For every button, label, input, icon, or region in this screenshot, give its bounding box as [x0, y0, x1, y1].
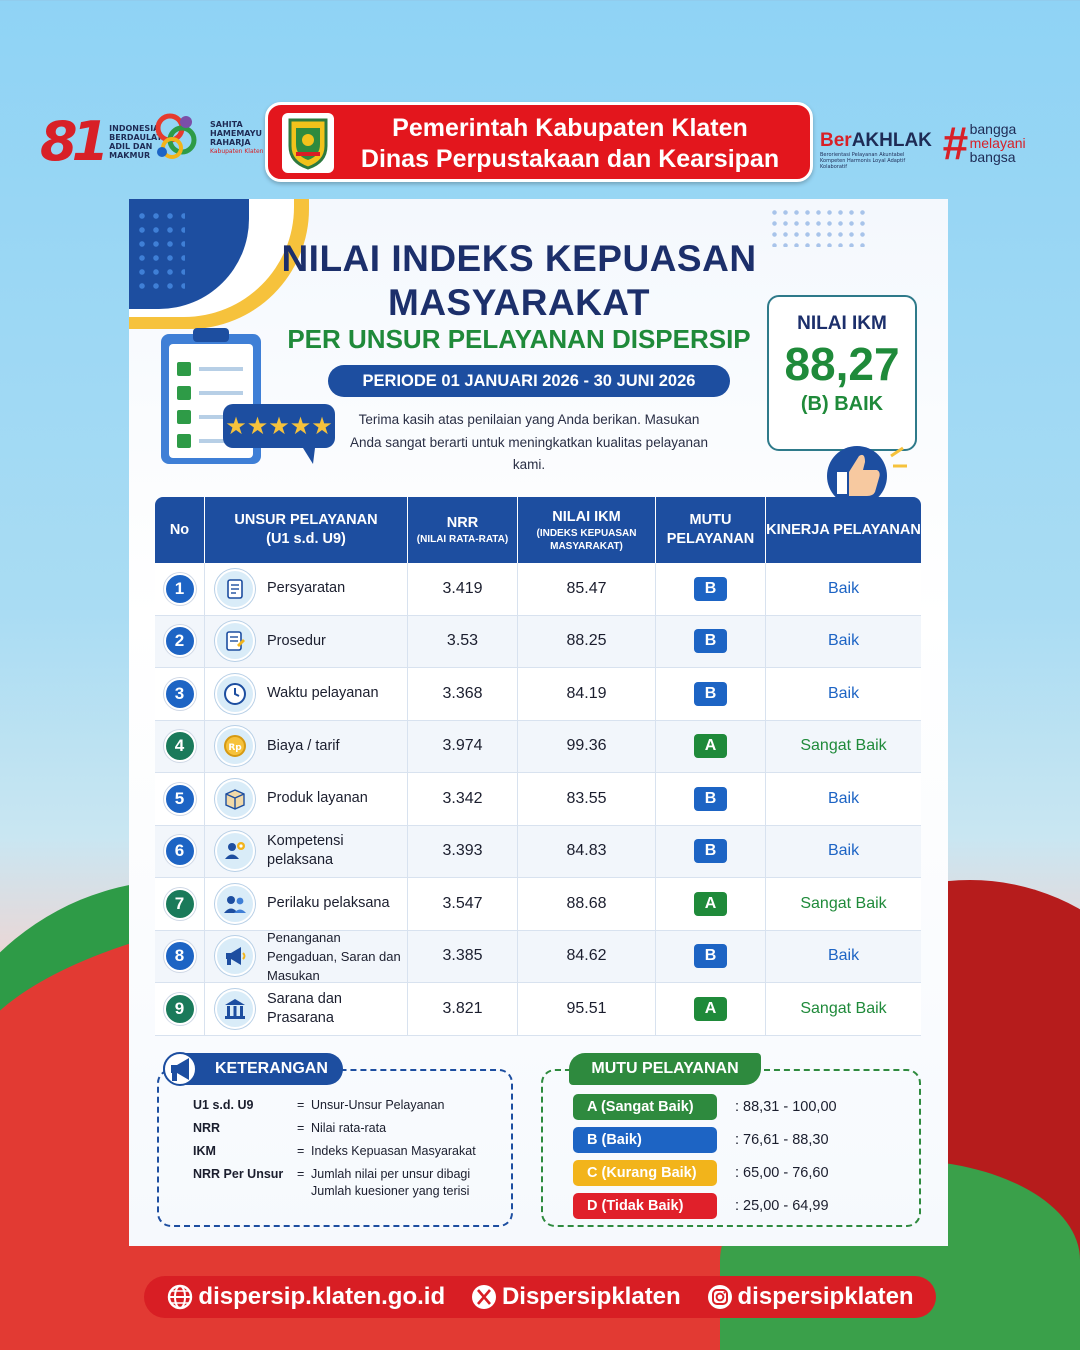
agency-title-box — [265, 102, 813, 182]
keterangan-item — [193, 1097, 511, 1114]
cell-mutu — [656, 826, 766, 878]
keterangan-value: Nilai rata-rata — [311, 1121, 387, 1135]
megaphone-icon — [163, 1052, 207, 1086]
cell-nrr: 3.342 — [408, 773, 518, 825]
cell-kinerja: Baik — [827, 842, 860, 860]
cell-nrr: 3.393 — [408, 826, 518, 878]
keterangan-title: KETERANGAN — [163, 1053, 343, 1085]
equals-sign: = — [297, 1121, 305, 1135]
sahita-sub: Kabupaten Klaten — [210, 148, 264, 155]
cell-mutu — [656, 931, 766, 983]
table-row — [155, 826, 921, 879]
instagram-text: dispersipklaten — [737, 1283, 914, 1310]
agency-title-line2: Dinas Perpustakaan dan Kearsipan — [360, 145, 780, 173]
mutu-label: A (Sangat Baik) — [573, 1094, 717, 1120]
keterangan-item — [193, 1120, 511, 1137]
grade-badge: B — [694, 682, 727, 706]
unsur-name: Perilaku pelaksana — [267, 895, 390, 912]
row-number: 4 — [164, 730, 196, 762]
cell-ikm: 84.19 — [518, 668, 656, 720]
cell-mutu — [656, 668, 766, 720]
cell-kinerja: Baik — [827, 684, 860, 702]
row-number: 5 — [164, 783, 196, 815]
header-kinerja: KINERJA PELAYANAN — [766, 521, 921, 538]
equals-sign: = — [297, 1167, 305, 1181]
table-row — [155, 931, 921, 984]
header-unsur-label: UNSUR PELAYANAN — [234, 512, 378, 528]
row-number: 1 — [164, 573, 196, 605]
instagram-icon — [706, 1283, 734, 1311]
clock-icon — [215, 674, 255, 714]
ikm-score-box — [767, 295, 917, 451]
berakhlak-logo — [820, 130, 932, 170]
website-text: dispersip.klaten.go.id — [198, 1283, 446, 1310]
row-number: 9 — [164, 993, 196, 1025]
agency-title — [340, 113, 800, 175]
keterangan-list — [193, 1097, 511, 1206]
clipboard-rating-icon — [153, 324, 343, 474]
instagram-link[interactable] — [706, 1283, 914, 1311]
header-unsur-sub: (U1 s.d. U9) — [266, 531, 346, 547]
cell-no — [155, 983, 205, 1035]
periode-badge: PERIODE 01 JANUARI 2026 - 30 JUNI 2026 — [328, 365, 730, 397]
building-icon — [215, 989, 255, 1029]
row-number: 2 — [164, 625, 196, 657]
logo-81-text: INDONESIA BERDAULAT ADIL DAN MAKMUR — [109, 123, 163, 160]
cell-ikm: 88.25 — [518, 616, 656, 668]
table-row — [155, 983, 921, 1036]
grade-badge: B — [694, 787, 727, 811]
grade-badge: A — [694, 892, 727, 916]
grade-badge: A — [694, 997, 727, 1021]
bangga-word: melayani — [969, 135, 1026, 151]
mutu-range: : 76,61 - 88,30 — [735, 1132, 829, 1148]
cell-ikm: 85.47 — [518, 563, 656, 615]
cell-ikm: 88.68 — [518, 878, 656, 930]
cell-ikm: 84.83 — [518, 826, 656, 878]
cell-kinerja: Baik — [827, 632, 860, 650]
table-row — [155, 773, 921, 826]
equals-sign: = — [297, 1098, 305, 1112]
decoration-dots — [769, 207, 869, 247]
header-ikm-label: NILAI IKM — [552, 508, 621, 525]
logo-81 — [40, 110, 161, 173]
mutu-label: C (Kurang Baik) — [573, 1160, 717, 1186]
keterangan-key: NRR Per Unsur — [193, 1167, 284, 1181]
mutu-range: : 65,00 - 76,60 — [735, 1165, 829, 1181]
berakhlak-akhlak: AKHLAK — [851, 130, 932, 151]
ikm-category: (B) BAIK — [800, 393, 884, 415]
unsur-name: Waktu pelayanan — [267, 685, 379, 702]
header-no: No — [155, 497, 205, 563]
cell-mutu — [656, 773, 766, 825]
grade-badge: B — [694, 577, 727, 601]
mutu-item — [573, 1193, 837, 1219]
unsur-name: Biaya / tarif — [267, 737, 340, 754]
box-icon — [215, 779, 255, 819]
cell-ikm: 95.51 — [518, 983, 656, 1035]
social-footer — [144, 1276, 936, 1318]
cell-kinerja: Sangat Baik — [800, 999, 887, 1017]
cell-no — [155, 773, 205, 825]
cell-mutu — [656, 563, 766, 615]
cell-unsur — [205, 721, 408, 773]
row-number: 3 — [164, 678, 196, 710]
title-line1: NILAI INDEKS KEPUASAN — [281, 238, 757, 279]
table-header — [155, 497, 921, 563]
header-mutu: MUTU PELAYANAN — [656, 497, 766, 563]
cell-nrr: 3.419 — [408, 563, 518, 615]
keterangan-item — [193, 1166, 511, 1200]
cell-no — [155, 668, 205, 720]
person-gear-icon — [215, 831, 255, 871]
agency-title-line1: Pemerintah Kabupaten Klaten — [392, 114, 748, 142]
keterangan-value: Indeks Kepuasan Masyarakat — [311, 1144, 476, 1158]
keterangan-key: U1 s.d. U9 — [193, 1098, 254, 1112]
people-icon — [215, 884, 255, 924]
cell-no — [155, 721, 205, 773]
cell-unsur — [205, 773, 408, 825]
table-row — [155, 721, 921, 774]
unsur-name: Kompetensi pelaksana — [267, 833, 344, 869]
mutu-pelayanan-list — [573, 1094, 837, 1226]
cell-kinerja: Baik — [827, 579, 860, 597]
subtitle: PER UNSUR PELAYANAN DISPERSIP — [287, 324, 751, 354]
cell-nrr: 3.368 — [408, 668, 518, 720]
cell-mutu — [656, 721, 766, 773]
cell-unsur — [205, 616, 408, 668]
cell-no — [155, 616, 205, 668]
thanks-text: Terima kasih atas penilaian yang Anda berikan. Masukan Anda sangat berarti untuk meningkatkan kualitas pelayanan kami. — [350, 412, 708, 472]
cell-kinerja: Sangat Baik — [800, 737, 887, 755]
keterangan-key: NRR — [193, 1121, 221, 1135]
x-link[interactable] — [470, 1283, 681, 1311]
cell-kinerja: Baik — [827, 947, 860, 965]
cell-mutu — [656, 616, 766, 668]
ikm-value: 88,27 — [784, 338, 900, 390]
cell-no — [155, 563, 205, 615]
ikm-table — [155, 497, 921, 1036]
mutu-item — [573, 1160, 837, 1186]
berakhlak-ber: Ber — [820, 130, 852, 151]
page-title — [259, 237, 779, 325]
grade-badge: B — [694, 629, 727, 653]
unsur-name: Sarana dan Prasarana — [267, 990, 342, 1026]
mutu-item — [573, 1127, 837, 1153]
unsur-name: Penanganan Pengaduan, Saran dan Masukan — [267, 929, 401, 983]
header-ikm — [518, 497, 656, 563]
cell-unsur — [205, 668, 408, 720]
mutu-label: D (Tidak Baik) — [573, 1193, 717, 1219]
cell-ikm: 83.55 — [518, 773, 656, 825]
decoration-dots — [135, 209, 185, 289]
mutu-label: B (Baik) — [573, 1127, 717, 1153]
globe-icon — [166, 1283, 194, 1311]
unsur-name: Persyaratan — [267, 580, 346, 597]
cell-no — [155, 931, 205, 983]
ikm-label: NILAI IKM — [797, 313, 887, 334]
klaten-emblem-icon — [282, 113, 334, 173]
website-link[interactable] — [166, 1283, 445, 1311]
x-handle-text: Dispersipklaten — [501, 1283, 681, 1310]
grade-badge: B — [694, 839, 727, 863]
cell-no — [155, 878, 205, 930]
berakhlak-sub: Berorientasi Pelayanan Akuntabel Kompeten Harmonis Loyal Adaptif Kolaboratif — [820, 152, 906, 170]
bangga-word: bangga — [969, 121, 1017, 137]
keterangan-key: IKM — [193, 1144, 216, 1158]
sahita-logo-icon — [150, 106, 202, 166]
header-nrr — [408, 497, 518, 563]
cell-kinerja: Sangat Baik — [800, 894, 887, 912]
cell-kinerja: Baik — [827, 789, 860, 807]
cell-unsur — [205, 878, 408, 930]
header — [0, 100, 1080, 186]
cell-ikm: 84.62 — [518, 931, 656, 983]
svg-text:★★★★★: ★★★★★ — [225, 412, 333, 440]
bangga-melayani-logo — [942, 117, 1026, 169]
bangga-word: bangsa — [969, 149, 1016, 165]
hashtag-icon: # — [942, 117, 968, 169]
cell-nrr: 3.547 — [408, 878, 518, 930]
unsur-name: Prosedur — [267, 632, 326, 649]
row-number: 8 — [164, 940, 196, 972]
cell-mutu — [656, 983, 766, 1035]
document-icon — [215, 569, 255, 609]
mutu-item — [573, 1094, 837, 1120]
equals-sign: = — [297, 1144, 305, 1158]
table-row — [155, 668, 921, 721]
keterangan-value: Jumlah nilai per unsur dibagi Jumlah kuesioner yang terisi — [311, 1167, 471, 1198]
unsur-name: Produk layanan — [267, 790, 368, 807]
table-row — [155, 563, 921, 616]
x-logo-icon — [470, 1283, 498, 1311]
cell-unsur — [205, 931, 408, 983]
table-body — [155, 563, 921, 1036]
title-line2: MASYARAKAT — [388, 282, 650, 323]
mutu-range: : 88,31 - 100,00 — [735, 1099, 837, 1115]
cell-nrr: 3.974 — [408, 721, 518, 773]
header-ikm-sub: (INDEKS KEPUASAN MASYARAKAT) — [536, 527, 637, 552]
header-nrr-label: NRR — [446, 515, 479, 531]
cell-unsur — [205, 826, 408, 878]
cell-nrr: 3.385 — [408, 931, 518, 983]
sahita-text — [210, 120, 270, 156]
megaphone-icon — [215, 936, 255, 976]
grade-badge: A — [694, 734, 727, 758]
table-row — [155, 616, 921, 669]
sahita-title: SAHITA HAMEMAYU RAHARJA — [210, 120, 262, 147]
table-row — [155, 878, 921, 931]
mutu-pelayanan-title: MUTU PELAYANAN — [569, 1053, 761, 1085]
header-nrr-sub: (NILAI RATA-RATA) — [416, 534, 509, 545]
svg-text:Rp: Rp — [228, 743, 242, 754]
cell-unsur — [205, 983, 408, 1035]
mutu-range: : 25,00 - 64,99 — [735, 1198, 829, 1214]
procedure-icon — [215, 621, 255, 661]
ikm-card — [129, 199, 948, 1246]
grade-badge: B — [694, 944, 727, 968]
row-number: 6 — [164, 835, 196, 867]
coin-icon — [215, 726, 255, 766]
cell-nrr: 3.821 — [408, 983, 518, 1035]
cell-no — [155, 826, 205, 878]
keterangan-item — [193, 1143, 511, 1160]
cell-ikm: 99.36 — [518, 721, 656, 773]
header-unsur — [205, 497, 408, 563]
cell-nrr: 3.53 — [408, 616, 518, 668]
logo-81-number: 81 — [40, 110, 104, 173]
row-number: 7 — [164, 888, 196, 920]
cell-mutu — [656, 878, 766, 930]
cell-unsur — [205, 563, 408, 615]
keterangan-value: Unsur-Unsur Pelayanan — [311, 1098, 445, 1112]
